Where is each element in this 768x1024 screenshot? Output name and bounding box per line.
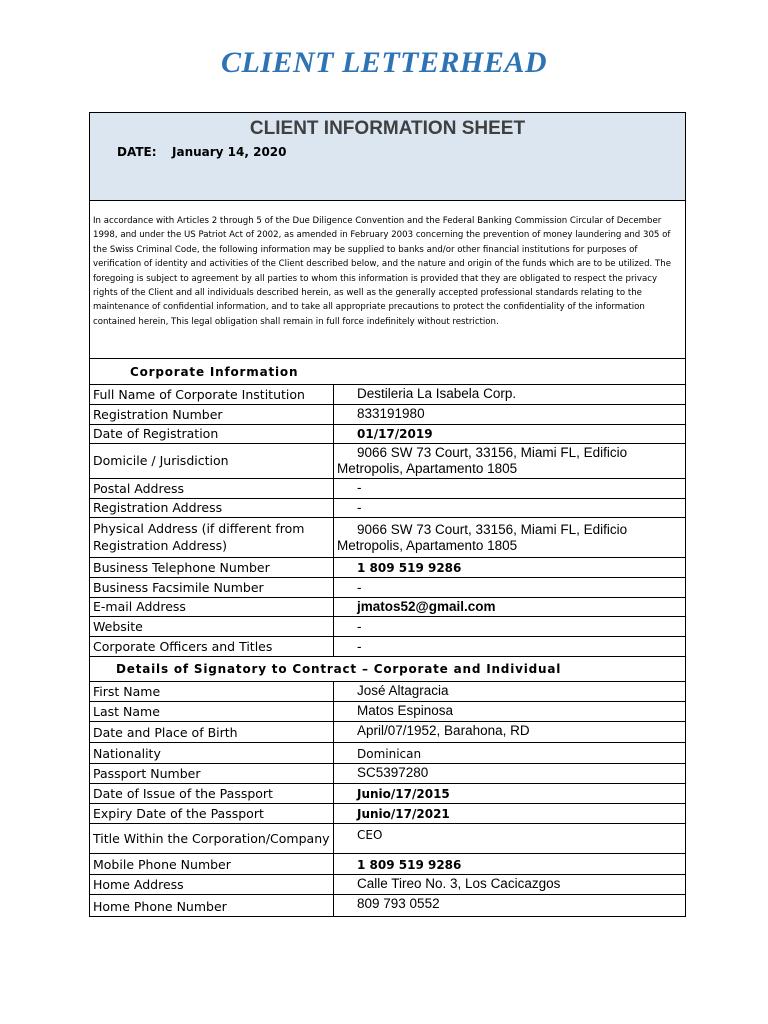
- field-label: Last Name: [90, 702, 334, 721]
- corporate-officers-value: -: [357, 639, 362, 654]
- business-telephone-value: 1 809 519 9286: [357, 561, 462, 575]
- table-row: [90, 558, 685, 578]
- table-row: [90, 854, 685, 875]
- field-value: [334, 444, 685, 478]
- field-value: [334, 702, 685, 721]
- field-label: Business Facsimile Number: [90, 578, 334, 597]
- field-value: [334, 824, 685, 853]
- field-label: Expiry Date of the Passport: [90, 804, 334, 823]
- table-row: [90, 637, 685, 657]
- registration-number-value: 833191980: [357, 406, 425, 421]
- date-value: January 14, 2020: [172, 145, 287, 159]
- table-row: [90, 598, 685, 617]
- field-label: Home Address: [90, 875, 334, 894]
- business-facsimile-value: -: [357, 580, 362, 595]
- field-value: [334, 425, 685, 443]
- table-row: [90, 578, 685, 598]
- email-address-value: jmatos52@gmail.com: [357, 599, 496, 614]
- table-row: [90, 764, 685, 784]
- field-label: Physical Address (if different from Registration Address): [90, 518, 334, 557]
- title-value: CEO: [357, 828, 383, 842]
- passport-expiry-date-value: Junio/17/2021: [357, 807, 450, 821]
- field-value: [334, 479, 685, 498]
- field-value: [334, 895, 685, 916]
- table-row: [90, 743, 685, 764]
- table-row: [90, 479, 685, 499]
- field-label: Title Within the Corporation/Company: [90, 824, 334, 853]
- field-label: First Name: [90, 682, 334, 701]
- birth-date-place-value: April/07/1952, Barahona, RD: [357, 723, 530, 738]
- home-phone-value: 809 793 0552: [357, 896, 440, 911]
- table-row: [90, 682, 685, 702]
- postal-address-value: -: [357, 480, 362, 495]
- field-value: [334, 499, 685, 517]
- table-row: [90, 405, 685, 425]
- sheet-header: [90, 113, 685, 201]
- field-label: Date and Place of Birth: [90, 722, 334, 742]
- field-label: E-mail Address: [90, 598, 334, 616]
- field-value: [334, 784, 685, 803]
- field-value: [334, 598, 685, 616]
- table-row: [90, 518, 685, 558]
- table-row: [90, 722, 685, 743]
- table-row: [90, 824, 685, 854]
- passport-number-value: SC5397280: [357, 765, 429, 780]
- field-label: Corporate Officers and Titles: [90, 637, 334, 656]
- field-value: [334, 558, 685, 577]
- field-label: Business Telephone Number: [90, 558, 334, 577]
- field-value: [334, 875, 685, 894]
- field-label: Date of Registration: [90, 425, 334, 443]
- field-label: Nationality: [90, 743, 334, 763]
- field-value: [334, 722, 685, 742]
- registration-address-value: -: [357, 500, 362, 515]
- field-label: Home Phone Number: [90, 895, 334, 916]
- table-row: [90, 444, 685, 479]
- table-row: [90, 875, 685, 895]
- field-label: Registration Address: [90, 499, 334, 517]
- field-value: [334, 405, 685, 424]
- field-value: [334, 743, 685, 763]
- field-value: [334, 617, 685, 636]
- legal-notice: In accordance with Articles 2 through 5 of the Due Diligence Convention and the Federal Banking Commission Circular of December 1998, and under the US Patriot Act of 2002, as amended in February 2003 concerning the prevention of money laundering and 305 of the Swiss Criminal Code, the following information may be supplied to banks and/or other financial institutions for purposes of verification of identity and activities of the Client described below, and the nature and origin of the funds which are to be utilized. The foregoing is subject to agreement by all parties to whom this information is provided that they are obligated to respect the privacy rights of the Client and all individuals described herein, as well as the generally accepted professional standards relating to the maintenance of confidential information, and to take all appropriate precautions to protect the confidentiality of the information contained herein, This legal obligation shall remain in full force indefinitely without restriction.: [90, 201, 685, 359]
- mobile-phone-value: 1 809 519 9286: [357, 857, 462, 872]
- passport-issue-date-value: Junio/17/2015: [357, 787, 450, 801]
- corporate-information-heading: Corporate Information: [90, 359, 685, 385]
- field-value: [334, 637, 685, 656]
- field-label: Registration Number: [90, 405, 334, 424]
- field-label: Full Name of Corporate Institution: [90, 385, 334, 404]
- field-value: [334, 385, 685, 404]
- table-row: [90, 385, 685, 405]
- field-value: [334, 682, 685, 701]
- field-value: [334, 804, 685, 823]
- full-name-value: Destileria La Isabela Corp.: [357, 386, 517, 401]
- field-label: Domicile / Jurisdiction: [90, 444, 334, 478]
- field-label: Postal Address: [90, 479, 334, 498]
- last-name-value: Matos Espinosa: [357, 703, 454, 718]
- table-row: [90, 895, 685, 916]
- signatory-details-heading: Details of Signatory to Contract – Corporate and Individual: [90, 657, 685, 682]
- field-value: [334, 518, 685, 557]
- registration-date-value: 01/17/2019: [357, 427, 433, 441]
- field-label: Passport Number: [90, 764, 334, 783]
- sheet-title: CLIENT INFORMATION SHEET: [249, 118, 526, 139]
- table-row: [90, 425, 685, 444]
- table-row: [90, 804, 685, 824]
- field-value: [334, 764, 685, 783]
- website-value: -: [357, 619, 362, 634]
- table-row: [90, 784, 685, 804]
- letterhead-title: CLIENT LETTERHEAD: [220, 46, 548, 79]
- table-row: [90, 617, 685, 637]
- field-label: Website: [90, 617, 334, 636]
- field-label: Date of Issue of the Passport: [90, 784, 334, 803]
- table-row: [90, 499, 685, 518]
- client-information-sheet: [89, 112, 686, 917]
- field-value: [334, 578, 685, 597]
- field-label: Mobile Phone Number: [90, 854, 334, 874]
- first-name-value: José Altagracia: [357, 683, 449, 698]
- field-value: [334, 854, 685, 874]
- date-label: DATE:: [117, 145, 157, 159]
- domicile-value: 9066 SW 73 Court, 33156, Miami FL, Edificio Metropolis, Apartamento 1805: [337, 445, 628, 476]
- table-row: [90, 702, 685, 722]
- nationality-value: Dominican: [357, 746, 422, 761]
- home-address-value: Calle Tireo No. 3, Los Cacicazgos: [357, 876, 561, 891]
- physical-address-value: 9066 SW 73 Court, 33156, Miami FL, Edificio Metropolis, Apartamento 1805: [337, 522, 628, 553]
